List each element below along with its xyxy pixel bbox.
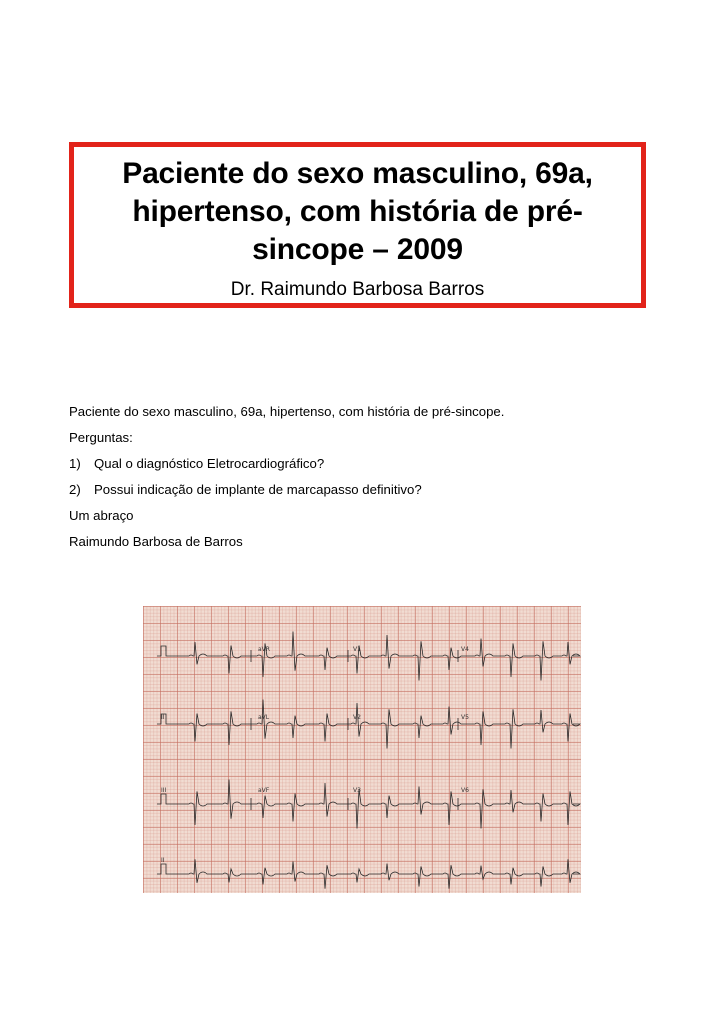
question-item <box>69 482 669 498</box>
title-box <box>69 142 646 308</box>
question-text: Qual o diagnóstico Eletrocardiográfico? <box>94 456 325 471</box>
ecg-traces <box>143 606 581 893</box>
lead-label: V2 <box>353 714 361 721</box>
question-item <box>69 456 669 472</box>
author-name: Dr. Raimundo Barbosa Barros <box>230 279 485 300</box>
lead-label: V3 <box>353 787 361 794</box>
lead-label: V1 <box>353 646 361 653</box>
ecg-lead-trace <box>157 700 580 749</box>
closing-line: Um abraço <box>69 508 134 523</box>
lead-label: aVF <box>258 787 270 794</box>
lead-label: V4 <box>461 646 469 653</box>
lead-label: aVL <box>258 714 270 721</box>
intro-paragraph: Paciente do sexo masculino, 69a, hipertenso, com história de pré-sincope. <box>69 404 505 419</box>
signature: Raimundo Barbosa de Barros <box>69 534 243 549</box>
lead-label: II <box>161 857 165 864</box>
question-number: 1) <box>69 456 81 471</box>
ecg-lead-trace <box>157 632 580 681</box>
ecg-lead-trace <box>157 859 580 888</box>
questions-label: Perguntas: <box>69 430 133 445</box>
question-text: Possui indicação de implante de marcapasso definitivo? <box>94 482 422 497</box>
lead-label: aVR <box>258 646 270 653</box>
lead-label: V5 <box>461 714 469 721</box>
lead-label: III <box>161 787 167 794</box>
lead-label: I <box>165 646 167 653</box>
lead-label: II <box>161 714 165 721</box>
document-title: Paciente do sexo masculino, 69a, hipertenso, com história de pré-sincope – 2009 <box>122 157 593 266</box>
lead-label: V6 <box>461 787 469 794</box>
case-description <box>69 404 669 560</box>
question-number: 2) <box>69 482 81 497</box>
ecg-lead-trace <box>157 780 580 829</box>
ecg-tracing-image <box>143 606 581 893</box>
